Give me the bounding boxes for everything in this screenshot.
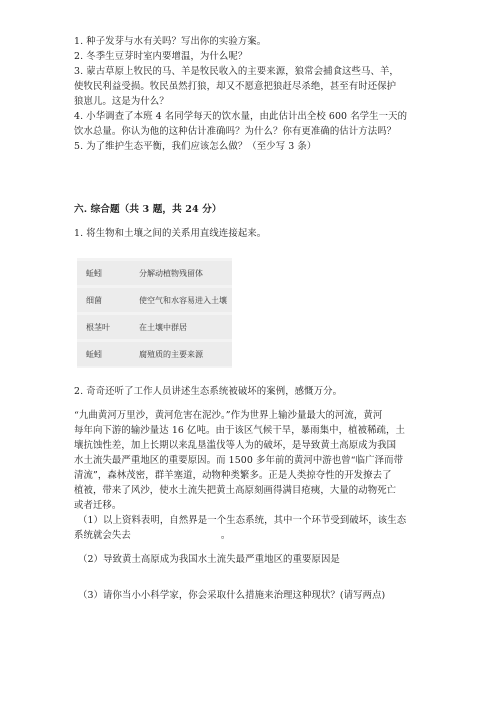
passage-line: 清流”，森林茂密，群羊塞道，动物种类繁多。正是人类掠夺性的开发撩去了 bbox=[74, 470, 392, 481]
sub-question-1-line-1: （1）以上资料表明，自然界是一个生态系统，其中一个环节受到破坏，该生态 bbox=[78, 515, 407, 526]
relation-label: 腐殖质的主要来源 bbox=[139, 350, 203, 359]
organism-label: 细菌 bbox=[86, 296, 102, 305]
matching-table bbox=[77, 258, 232, 368]
question-4-line-1: 4. 小华调查了本班 4 名同学每天的饮水量，由此估计出全校 600 名学生一天的 bbox=[74, 111, 408, 122]
question-3-line-1: 3. 蒙古草原上牧民的马、羊是牧民收入的主要来源，狼常会捕食这些马、羊， bbox=[74, 66, 399, 77]
match-question: 1. 将生物和土壤之间的关系用直线连接起来。 bbox=[74, 228, 267, 239]
match-row bbox=[77, 315, 232, 339]
passage-line: 水土流失最严重地区的重要原因。而 1500 多年前的黄河中游也曾“临广泽而带 bbox=[74, 455, 404, 466]
question-5: 5. 为了维护生态平衡，我们应该怎么做？（至少写 3 条） bbox=[74, 141, 317, 152]
match-row bbox=[77, 261, 232, 285]
sub-question-1-end: 。 bbox=[220, 530, 231, 541]
question-1: 1. 种子发芽与水有关吗？写出你的实验方案。 bbox=[74, 36, 267, 47]
passage-line: 植被，带来了风沙，使水土流失把黄土高原刻画得满目疮痍，大量的动物死亡 bbox=[74, 485, 397, 496]
sub-question-3: （3）请你当小小科学家，你会采取什么措施来治理这种现状？(请写两点) bbox=[78, 590, 386, 601]
passage-line: 每年向下游的输沙量达 16 亿吨。由于该区气候干旱，暴雨集中，植被稀疏，土 bbox=[74, 425, 405, 436]
passage-line: 或者迁移。 bbox=[74, 500, 122, 511]
case-question: 2. 奇奇还听了工作人员讲述生态系统被破坏的案例，感慨万分。 bbox=[74, 386, 343, 397]
organism-label: 蚯蚓 bbox=[86, 269, 102, 278]
sub-question-2: （2）导致黄土高原成为我国水土流失最严重地区的重要原因是 bbox=[78, 554, 340, 565]
question-2: 2. 冬季生豆芽时室内要增温，为什么呢？ bbox=[74, 51, 248, 62]
match-row bbox=[77, 288, 232, 312]
section-title: 六. 综合题（共 3 题，共 24 分） bbox=[74, 204, 222, 215]
match-row bbox=[77, 342, 232, 366]
question-4-line-2: 饮水总量。你认为他的这种估计准确吗？为什么？你有更准确的估计方法吗？ bbox=[74, 126, 397, 137]
passage-line: 壤抗蚀性差，加上长期以来乱垦滥伐等人为的破坏，是导致黄土高原成为我国 bbox=[74, 440, 397, 451]
organism-label: 蚯蚓 bbox=[86, 350, 102, 359]
sub-question-1-line-2 bbox=[74, 529, 230, 543]
question-3-line-2: 使牧民利益受损。牧民虽然打狼，却又不愿意把狼赶尽杀绝，甚至有时还保护 bbox=[74, 81, 397, 92]
relation-label: 在土壤中群居 bbox=[139, 323, 187, 332]
sub-question-1-text: 系统就会失去 bbox=[74, 530, 131, 541]
organism-label: 根茎叶 bbox=[86, 323, 110, 332]
passage-line: “九曲黄河万里沙，黄河危害在泥沙。”作为世界上输沙量最大的河流，黄河 bbox=[74, 410, 383, 421]
question-3-line-3: 狼崽儿。这是为什么？ bbox=[74, 96, 169, 107]
relation-label: 使空气和水容易进入土壤 bbox=[139, 296, 227, 305]
relation-label: 分解动植物残留体 bbox=[139, 269, 203, 278]
